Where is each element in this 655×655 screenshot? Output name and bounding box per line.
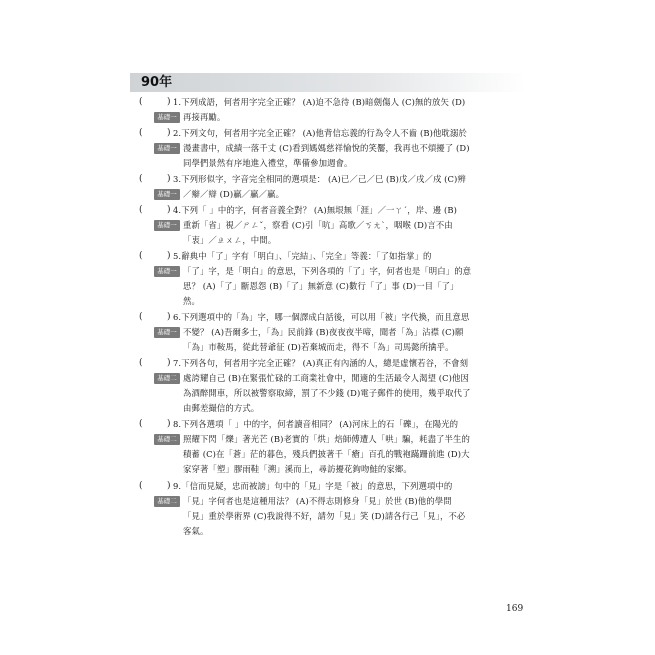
question-line — [183, 524, 526, 539]
question-text: 不變？ (A)吾爾多士，「為」民前鋒 (B)夜夜夜半啼，聞者「為」沾襟 (C)願 — [183, 327, 464, 337]
question-line — [183, 340, 526, 355]
level-tag: 基礎一 — [154, 112, 180, 123]
question-line — [183, 156, 526, 171]
answer-paren-close: ) — [167, 358, 171, 368]
question-line — [183, 294, 526, 309]
question-text: 由郵差撮信的方式。 — [183, 403, 260, 413]
answer-paren-open: ( — [139, 251, 143, 261]
answer-paren-close: ) — [167, 97, 171, 107]
question-text: 處誇耀自己 (B)在緊張忙碌的工商業社會中，閒適的生活最令人渴望 (C)他因 — [183, 373, 470, 383]
level-tag: 基礎一 — [154, 189, 180, 200]
question-text: 下列形似字，字音完全相同的選項是： (A)已／己／巳 (B)戊／戌／戍 (C)辨 — [181, 174, 466, 184]
question-text: 下列各句，何者用字完全正確？ (A)真正有內涵的人，總是虛懷若谷，不會刻 — [181, 358, 469, 368]
question-line — [183, 509, 526, 524]
question-text: 「了」字，是「明白」的意思，下列各項的「了」字，何者也是「明白」的意 — [183, 266, 472, 276]
answer-paren-open: ( — [139, 205, 143, 215]
question-line — [183, 110, 526, 125]
question-text: 照耀下閃「爍」著光芒 (B)老實的「烘」焙師傅遭人「哄」騙，耗盡了半生的 — [183, 434, 470, 444]
question-text: 然。 — [183, 296, 200, 306]
question-line — [173, 356, 526, 371]
question-line — [173, 479, 526, 494]
question-text: 客氣。 — [183, 526, 209, 536]
question-number: 8. — [173, 419, 182, 429]
question-text: 「衷」／ㄓㄨㄥ，中間。 — [183, 235, 277, 245]
answer-paren-open: ( — [139, 419, 143, 429]
level-tag: 基礎二 — [154, 434, 180, 445]
question-text: 重新「省」視／ㄕㄥˇ，察看 (C)引「吭」高歌／ㄎㄤˋ，咽喉 (D)言不由 — [183, 220, 453, 230]
question-number: 9. — [173, 481, 182, 491]
question-line — [183, 447, 526, 462]
question-text: 家穿著「塑」膠雨鞋「溯」溪而上，尋訪擾花鉤吻鮭的家鄉。 — [183, 464, 412, 474]
question-number: 4. — [173, 205, 182, 215]
question-line — [173, 310, 526, 325]
question-line — [183, 264, 526, 279]
answer-paren-open: ( — [139, 97, 143, 107]
answer-paren-close: ) — [167, 251, 171, 261]
answer-paren-close: ) — [167, 128, 171, 138]
question-line — [183, 325, 526, 340]
question-line — [183, 462, 526, 477]
answer-paren-close: ) — [167, 481, 171, 491]
question-text: 「信而見疑，忠而被謗」句中的「見」字是「被」的意思，下列選項中的 — [181, 481, 453, 491]
question-text: ／辮／辯 (D)贏／贏／贏。 — [183, 189, 285, 199]
year-header-band — [130, 73, 526, 92]
question-text: 再接再勵。 — [183, 112, 226, 122]
answer-paren-close: ) — [167, 205, 171, 215]
question-text: 為酒醉開車，所以被警察取締，罰了不少錢 (D)電子郵件的使用，幾乎取代了 — [183, 388, 471, 398]
answer-paren-close: ) — [167, 174, 171, 184]
question-line — [183, 432, 526, 447]
question-text: 「見」重於學術界 (C)我說得不好，請勿「見」笑 (D)請各行己「見」，不必 — [183, 511, 466, 521]
question-number: 1. — [173, 97, 182, 107]
question-line — [183, 218, 526, 233]
level-tag: 基礎二 — [154, 373, 180, 384]
answer-paren-open: ( — [139, 174, 143, 184]
question-number: 2. — [173, 128, 182, 138]
answer-paren-close: ) — [167, 312, 171, 322]
question-line — [183, 233, 526, 248]
question-line — [183, 141, 526, 156]
answer-paren-open: ( — [139, 128, 143, 138]
answer-paren-open: ( — [139, 481, 143, 491]
question-line — [183, 371, 526, 386]
question-text: 思？ (A)「了」斷恩怨 (B)「了」無新意 (C)數行「了」事 (D)一目「了」 — [183, 281, 459, 291]
question-text: 下列各選項「 」中的字，何者讀音相同？ (A)河床上的石「礫」，在陽光的 — [181, 419, 459, 429]
level-tag: 基礎一 — [154, 220, 180, 231]
question-number: 6. — [173, 312, 182, 322]
page-number: 169 — [506, 604, 524, 614]
year-heading: 90年 — [141, 75, 173, 90]
question-line — [173, 172, 526, 187]
question-number: 3. — [173, 174, 182, 184]
question-line — [173, 249, 526, 264]
question-text: 漫畫書中，成績一落千丈 (C)看到媽媽慈祥愉悅的笑靨，我再也不煩擾了 (D) — [183, 143, 470, 153]
question-text: 辭典中「了」字有「明白」、「完結」、「完全」等義：「了如指掌」的 — [181, 251, 432, 261]
question-line — [183, 494, 526, 509]
question-line — [173, 203, 526, 218]
question-line — [173, 417, 526, 432]
question-text: 同學們景然有序地進入禮堂，準備參加週會。 — [183, 158, 353, 168]
question-line — [183, 401, 526, 416]
question-text: 積蓄 (C)在「蒼」茫的暮色，殘兵們披著千「瘡」百孔的戰袍蹣跚前進 (D)大 — [183, 449, 470, 459]
question-text: 下列成語，何者用字完全正確？ (A)迫不急待 (B)暗劍傷人 (C)無的放矢 (D) — [181, 97, 466, 107]
question-line — [183, 187, 526, 202]
level-tag: 基礎一 — [154, 327, 180, 338]
question-text: 下列選項中的「為」字，哪一個譯成白話後，可以用「被」字代換，而且意思 — [181, 312, 470, 322]
question-line — [173, 126, 526, 141]
question-number: 5. — [173, 251, 182, 261]
level-tag: 基礎一 — [154, 143, 180, 154]
question-text: 「見」字何者也是這種用法？ (A)不得志則修身「見」於世 (B)他的學問 — [183, 496, 452, 506]
answer-paren-open: ( — [139, 358, 143, 368]
question-text: 下列文句，何者用字完全正確？ (A)他背信忘義的行為令人不齒 (B)他耽溺於 — [181, 128, 467, 138]
question-line — [173, 95, 526, 110]
level-tag: 基礎一 — [154, 266, 180, 277]
question-number: 7. — [173, 358, 182, 368]
question-line — [183, 386, 526, 401]
level-tag: 基礎二 — [154, 496, 180, 507]
question-text: 「為」市鞍馬，從此替爺征 (D)若棄城而走，得不「為」司馬懿所擒乎。 — [183, 342, 454, 352]
answer-paren-close: ) — [167, 419, 171, 429]
answer-paren-open: ( — [139, 312, 143, 322]
question-text: 下列「 」中的字，何者音義全對？ (A)無垠無「涯」／一ㄚˊ，岸、邊 (B) — [181, 205, 457, 215]
question-line — [183, 279, 526, 294]
